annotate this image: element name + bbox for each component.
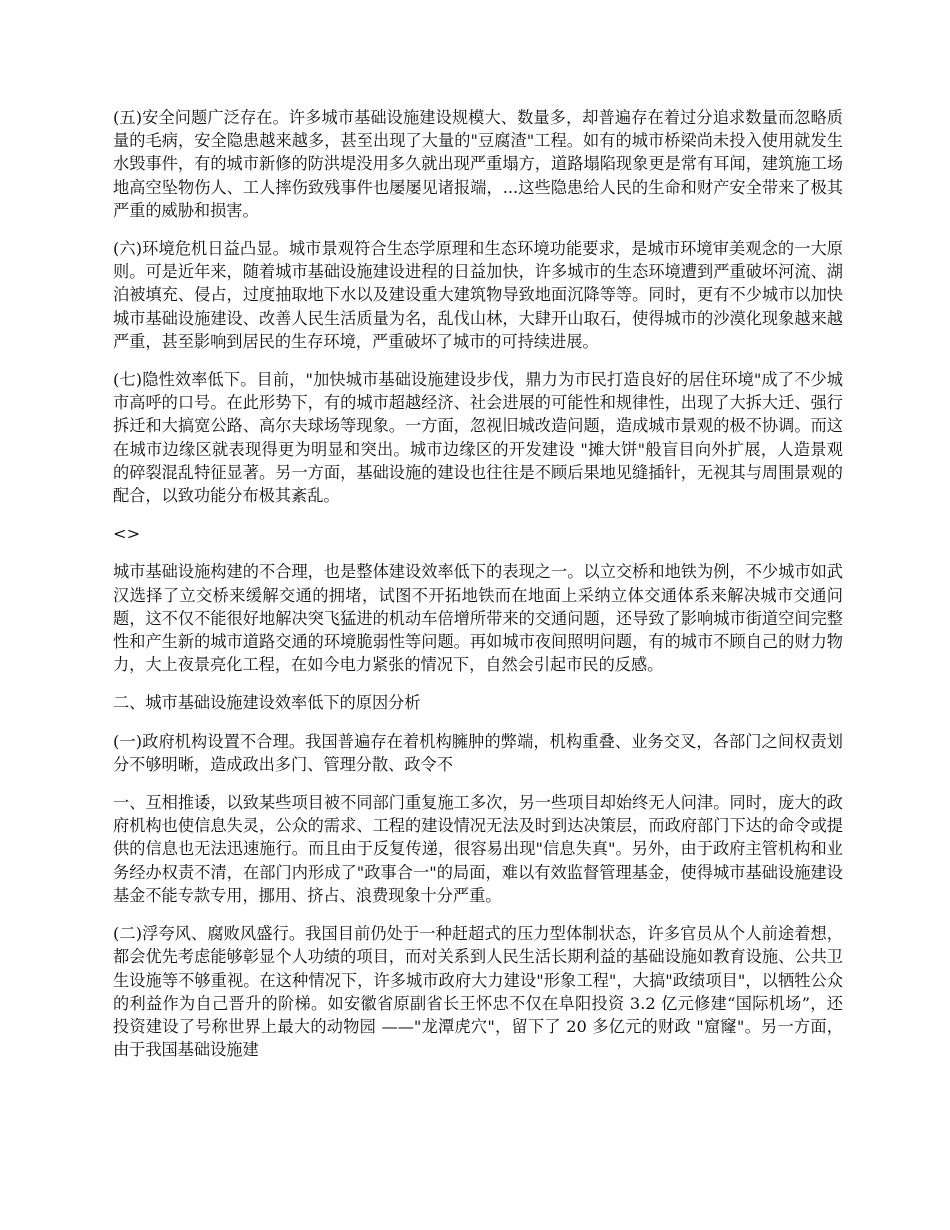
placeholder-marker: <> (113, 524, 141, 544)
paragraph-safety-issues: (五)安全问题广泛存在。许多城市基础设施建设规模大、数量多，却普遍存在着过分追求数量而忽略质量的毛病，安全隐患越来越多，甚至出现了大量的"豆腐渣"工程。如有的城市桥梁尚未投入使用就发生水毁事件，有的城市新修的防洪堤没用多久就出现严重塌方，道路塌陷现象更是常有耳闻，建筑施工场地高空坠物伤人、工人摔伤致残事件也屡屡见诸报端，...这些隐患给人民的生命和财产安全带来了极其严重的威胁和损害。 (113, 108, 843, 220)
paragraph-exaggeration-corruption: (二)浮夸风、腐败风盛行。我国目前仍处于一种赶超式的压力型体制状态，许多官员从个人前途着想，都会优先考虑能够彰显个人功绩的项目，而对关系到人民生活长期利益的基础设施如教育设施、公共卫生设施等不够重视。在这种情况下，许多城市政府大力建设"形象工程"，大搞"政绩项目"，以牺牲公众的利益作为自己晋升的阶梯。如安徽省原副省长王怀忠不仅在阜阳投资 3.2 亿元修建“国际机场”，还投资建设了号称世界上最大的动物园 ——"龙潭虎穴"，留下了 20 多亿元的财政 "窟窿"。另一方面，由于我国基础设施建 (113, 924, 843, 1060)
paragraph-government-structure: (一)政府机构设置不合理。我国普遍存在着机构臃肿的弊端，机构重叠、业务交叉，各部门之间权责划分不够明晰，造成政出多门、管理分散、政令不 (113, 731, 843, 774)
section-heading-cause-analysis: 二、城市基础设施建设效率低下的原因分析 (113, 693, 421, 713)
document-body (113, 106, 843, 1076)
paragraph-infrastructure-layout: 城市基础设施构建的不合理，也是整体建设效率低下的表现之一。以立交桥和地铁为例，不少城市如武汉选择了立交桥来缓解交通的拥堵，试图不开拓地铁而在地面上采纳立体交通体系来解决城市交通问题，这不仅不能很好地解决突飞猛进的机动车倍增所带来的交通问题，还导致了影响城市街道空间完整性和产生新的城市道路交通的环境脆弱性等问题。再如城市夜间照明问题，有的城市不顾自己的财力物力，大上夜景亮化工程，在如今电力紧张的情况下，自然会引起市民的反感。 (113, 562, 843, 675)
paragraph-hidden-inefficiency: (七)隐性效率低下。目前，"加快城市基础设施建设步伐，鼎力为市民打造良好的居住环境"成了不少城市高呼的口号。在此形势下，有的城市超越经济、社会进展的可能性和规律性，出现了大拆大迁、强行拆迁和大搞宽公路、高尔夫球场等现象。一方面，忽视旧城改造问题，造成城市景观的极不协调。而这在城市边缘区就表现得更为明显和突出。城市边缘区的开发建设 "摊大饼"般盲目向外扩展，人造景观的碎裂混乱特征显著。另一方面，基础设施的建设也往往是不顾后果地见缝插针，无视其与周围景观的配合，以致功能分布极其紊乱。 (113, 370, 843, 506)
paragraph-shirking-responsibility: 一、互相推诿，以致某些项目被不同部门重复施工多次，另一些项目却始终无人问津。同时，庞大的政府机构也使信息失灵，公众的需求、工程的建设情况无法及时到达决策层，而政府部门下达的命令或提供的信息也无法迅速施行。而且由于反复传递，很容易出现"信息失真"。另外，由于政府主管机构和业务经办权责不清，在部门内形成了"政事合一"的局面，难以有效监督管理基金，使得城市基础设施建设基金不能专款专用，挪用、挤占、浪费现象十分严重。 (113, 793, 843, 905)
paragraph-environment-crisis: (六)环境危机日益凸显。城市景观符合生态学原理和生态环境功能要求，是城市环境审美观念的一大原则。可是近年来，随着城市基础设施建设进程的日益加快，许多城市的生态环境遭到严重破坏河流、湖泊被填充、侵占，过度抽取地下水以及建设重大建筑物导致地面沉降等等。同时，更有不少城市以加快城市基础设施建设、改善人民生活质量为名，乱伐山林，大肆开山取石，使得城市的沙漠化现象越来越严重，甚至影响到居民的生存环境，严重破坏了城市的可持续进展。 (113, 239, 843, 351)
